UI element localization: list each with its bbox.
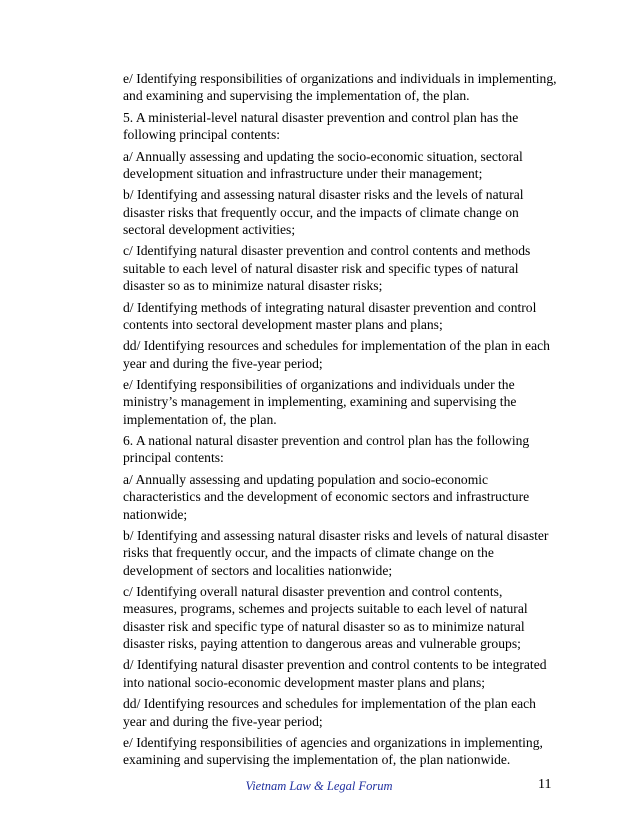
paragraph-5e-responsibilities: e/ Identifying responsibilities of organizations and individuals in implementing, and examining and supervising the implementation of, the plan. bbox=[123, 71, 557, 104]
paragraph-clause-5-heading: 5. A ministerial-level natural disaster prevention and control plan has the following principal contents: bbox=[123, 109, 519, 143]
paragraph-6b-risks: b/ Identifying and assessing natural disaster risks and levels of natural disaster risks that frequently occur, and the impacts of climate change on the development of sectors and localities nationwide; bbox=[123, 528, 549, 578]
paragraph-6c-overall-contents: c/ Identifying overall natural disaster prevention and control contents, measures, programs, schemes and projects suitable to each level of natural disaster risk and specific type of natural disaster so as to minimize natural disaster risks, paying attention to dangerous areas and vulnerable groups; bbox=[123, 584, 528, 651]
paragraph-6dd-resources: dd/ Identifying resources and schedules for implementation of the plan each year and during the five-year period; bbox=[123, 696, 536, 729]
footer-publication-title: Vietnam Law & Legal Forum bbox=[245, 779, 393, 793]
paragraph-5b-risks: b/ Identifying and assessing natural disaster risks and the levels of natural disaster risks that frequently occur, and the impacts of climate change on sectoral development activities; bbox=[123, 187, 524, 237]
paragraph-6a-assessing: a/ Annually assessing and updating population and socio-economic characteristics and the development of economic sectors and infrastructure nationwide; bbox=[123, 471, 530, 522]
document-body bbox=[123, 70, 559, 773]
paragraph-5d-integrating: d/ Identifying methods of integrating natural disaster prevention and control contents into sectoral development master plans and plans; bbox=[123, 299, 537, 332]
paragraph-clause-6-heading: 6. A national natural disaster prevention and control plan has the following principal contents: bbox=[123, 433, 530, 466]
paragraph-5e-ministry-responsibilities: e/ Identifying responsibilities of organizations and individuals under the ministry’s management in implementing, examining and supervising the implementation of, the plan. bbox=[123, 377, 517, 427]
paragraph-5a-assessing: a/ Annually assessing and updating the socio-economic situation, sectoral development situation and infrastructure under their management; bbox=[123, 148, 523, 181]
paragraph-5dd-resources: dd/ Identifying resources and schedules for implementation of the plan in each year and during the five-year period; bbox=[123, 338, 550, 371]
paragraph-5c-contents-methods: c/ Identifying natural disaster prevention and control contents and methods suitable to each level of natural disaster risk and specific types of natural disaster so as to minimize natural disaster risks; bbox=[123, 243, 531, 294]
paragraph-6e-agencies-responsibilities: e/ Identifying responsibilities of agencies and organizations in implementing, examining and supervising the implementation of, the plan nationwide. bbox=[123, 735, 543, 768]
paragraph-6d-integration: d/ Identifying natural disaster prevention and control contents to be integrated into national socio-economic development master plans and plans; bbox=[123, 657, 547, 690]
page-number: 11 bbox=[538, 777, 552, 792]
